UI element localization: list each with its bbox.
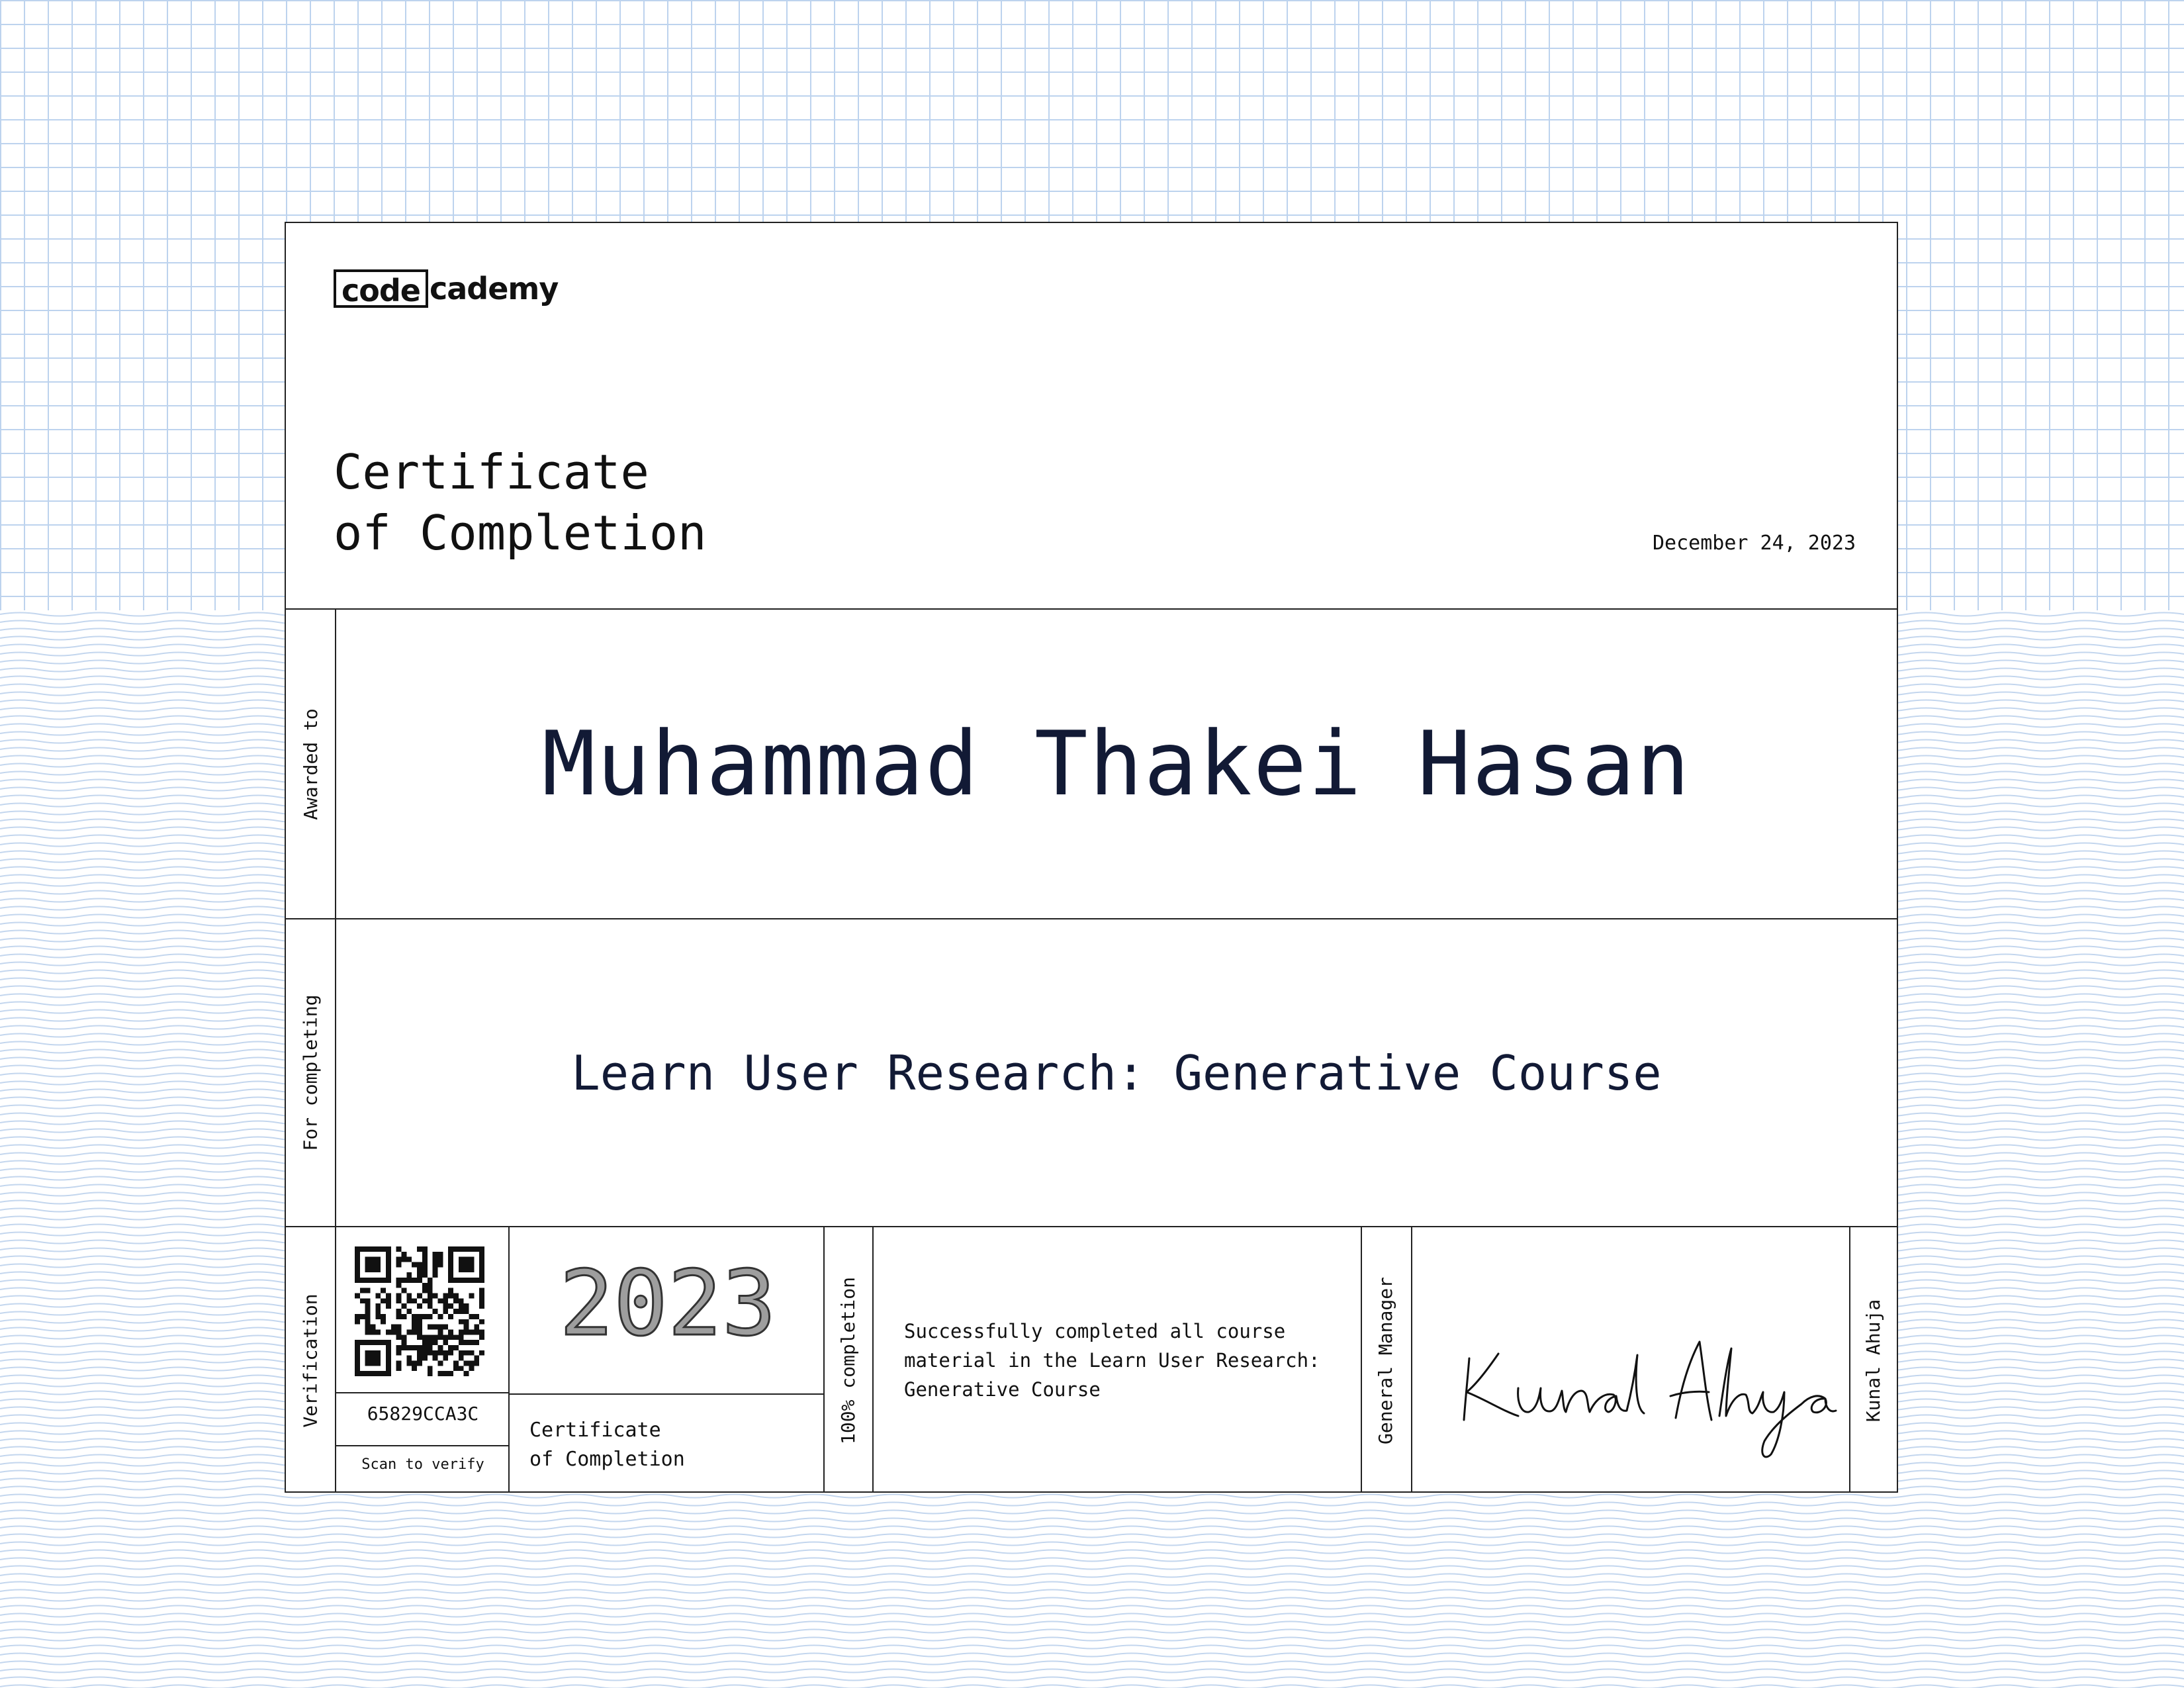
course-name: Learn User Research: Generative Course: [571, 1045, 1662, 1101]
completion-label: 100% completion: [837, 1277, 859, 1444]
scan-to-verify-text: Scan to verify: [361, 1456, 484, 1473]
divider-code-scan: [335, 1445, 508, 1446]
signer-name-label: Kunal Ahuja: [1862, 1299, 1885, 1423]
codecademy-logo: code cademy: [334, 267, 558, 310]
completion-description: Successfully completed all course material in the Learn User Research: Generative Course: [904, 1320, 1320, 1401]
certificate-subtitle: Certificate of Completion: [529, 1419, 685, 1471]
divider-manager-right: [1411, 1226, 1412, 1491]
for-completing-label: For completing: [299, 994, 322, 1151]
general-manager-label: General Manager: [1374, 1277, 1396, 1444]
recipient-name: Muhammad Thakei Hasan: [541, 712, 1692, 816]
qr-code[interactable]: [355, 1246, 484, 1376]
verification-label: Verification: [299, 1293, 322, 1428]
year-display: 2023: [559, 1252, 776, 1356]
divider-year: [508, 1393, 823, 1395]
divider-qr-code: [335, 1392, 508, 1393]
verification-code: 65829CCA3C: [367, 1403, 479, 1425]
certificate-card: [285, 222, 1898, 1493]
divider-completion-right: [872, 1226, 874, 1491]
issue-date: December 24, 2023: [1652, 532, 1856, 555]
awarded-to-label: Awarded to: [299, 708, 322, 820]
signature: [1457, 1243, 1894, 1494]
certificate-title: Certificate of Completion: [334, 444, 707, 561]
